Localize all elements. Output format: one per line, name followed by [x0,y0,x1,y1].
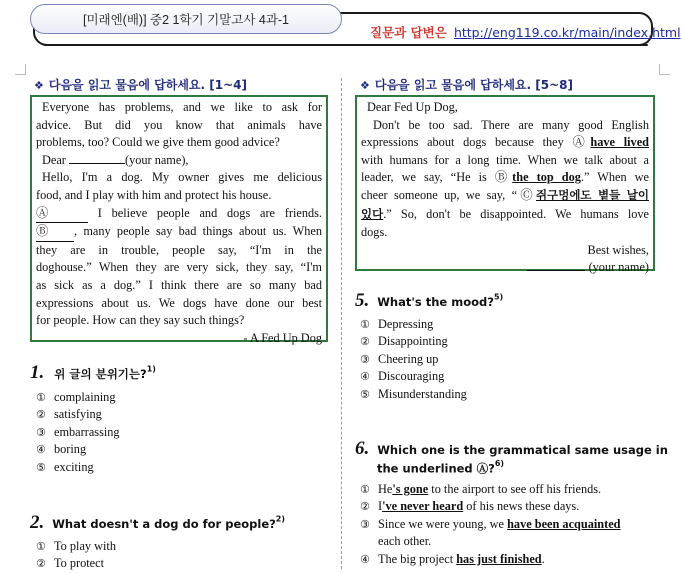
underlined-c: 쥐구멍에도 볕들 날이 [536,189,649,202]
column-divider [341,78,342,569]
header-underline [44,44,648,46]
passage-line: expressions about us. We dogs have done our best [36,295,322,310]
q5-option-3[interactable]: ③ Cheering up [360,351,439,366]
q1-option-5[interactable]: ⑤ exciting [36,459,94,474]
blank-b: Ⓑ [36,223,74,242]
passage-line: cheer someone up, we say, “Ⓒ쥐구멍에도 볕들 날이 [361,187,649,202]
qa-label: 질문과 답변은 [370,25,447,40]
q1-option-1[interactable]: ① complaining [36,390,116,404]
q1-option-2[interactable]: ② satisfying [36,407,102,422]
passage-line: advice. But did you know that animals have [36,117,322,132]
closing: Best wishes, [587,242,649,257]
q5-option-4[interactable]: ④ Discouraging [360,369,445,384]
q6-option-4[interactable]: ④ The big project has just finished. [360,551,545,566]
question-2: 2. What doesn't a dog do for people?$^{2)}$ [30,512,286,533]
dear-line: Dear (your name), [42,152,189,167]
diamond-icon: ❖ [34,79,44,92]
question-1: 1. 위 글의 분위기는?$^{1)}$ [30,362,156,383]
diamond-icon: ❖ [360,79,370,92]
blank-a-line: Ⓐ I believe people and dogs are friends. [36,205,322,224]
question-5: 5. What's the mood?$^{5)}$ [355,290,504,311]
q5-option-1[interactable]: ① Depressing [360,317,434,331]
mark-c: Ⓒ [517,187,536,202]
instruction-left: ❖ 다음을 읽고 물음에 답하세요. [1~4] [34,78,247,92]
mark-a: Ⓐ [572,135,591,150]
passage-line: 있다.” So, don't be disappointed. We humans love [361,206,649,221]
q2-option-1[interactable]: ① To play with [36,539,116,553]
mark-b: Ⓑ [494,170,513,185]
question-6-cont: the underlined Ⓐ?$^{6)}$ [377,459,505,476]
q6-option-2[interactable]: ② I've never heard of his news these days. [360,499,580,514]
passage-left [30,95,328,345]
q2-option-2[interactable]: ② To protect [36,556,105,571]
q1-option-4[interactable]: ④ boring [36,442,87,457]
signature: - A Fed Up Dog [243,330,322,345]
q5-option-5[interactable]: ⑤ Misunderstanding [360,386,467,401]
passage-line: as sick as a dog.” I think there are so many bad [36,277,322,292]
blank-a: Ⓐ [36,205,88,224]
q6-options [360,481,621,568]
passage-line: food, and I play with him and protect his house. [36,187,272,202]
passage-right [355,95,655,275]
passage-line: dogs. [361,225,388,240]
passage-line: for people. How can they say such things? [36,313,245,328]
blank-b-line: Ⓑ , many people say bad things about us. When [36,223,322,242]
passage-line: Don't be too sad. There are many good English [373,117,649,132]
q1-options [36,389,120,476]
q5-options [360,316,467,403]
passage-line: Hello, I'm a dog. My owner gives me delicious [42,170,322,185]
name-line: (your name) [361,259,649,277]
page-corner-right [659,64,670,75]
question-6: 6. Which one is the grammatical same usage in [355,438,668,459]
site-link[interactable]: http://eng119.co.kr/main/index.html [453,25,681,40]
passage-line: doghouse.” When they are very sick, they say, “I'm [36,260,322,275]
passage-line: leader, we say, “He is Ⓑthe top dog.” When we [361,170,649,185]
instruction-right: ❖ 다음을 읽고 물음에 답하세요. [5~8] [360,78,573,92]
passage-line: they are in trouble, people say, “I'm in the [36,242,322,257]
passage-line: problems, too? Could we give them good advice? [36,135,280,150]
passage-line: Everyone has problems, and we like to ask for [42,100,322,114]
underlined-b: the top dog [512,170,581,185]
passage-line: expressions about dogs because they Ⓐhave lived [361,135,649,150]
passage-line: with humans for a long time. When we talk about a [361,152,649,167]
worksheet-title: [미래엔(배)] 중2 1학기 기말고사 4과-1 [30,4,342,34]
header-contact [370,23,681,41]
q2-options [36,538,116,573]
q6-option-3-cont: each other. [378,534,432,549]
underlined-a: have lived [590,135,649,150]
greeting: Dear Fed Up Dog, [367,100,458,114]
q5-option-2[interactable]: ② Disappointing [360,334,448,349]
page-corner-left [15,64,26,75]
q6-option-3[interactable]: ③ Since we were young, we have been acquainted [360,516,621,531]
q1-option-3[interactable]: ③ embarrassing [36,424,120,439]
q6-option-1[interactable]: ① He's gone to the airport to see off his friends. [360,482,602,496]
